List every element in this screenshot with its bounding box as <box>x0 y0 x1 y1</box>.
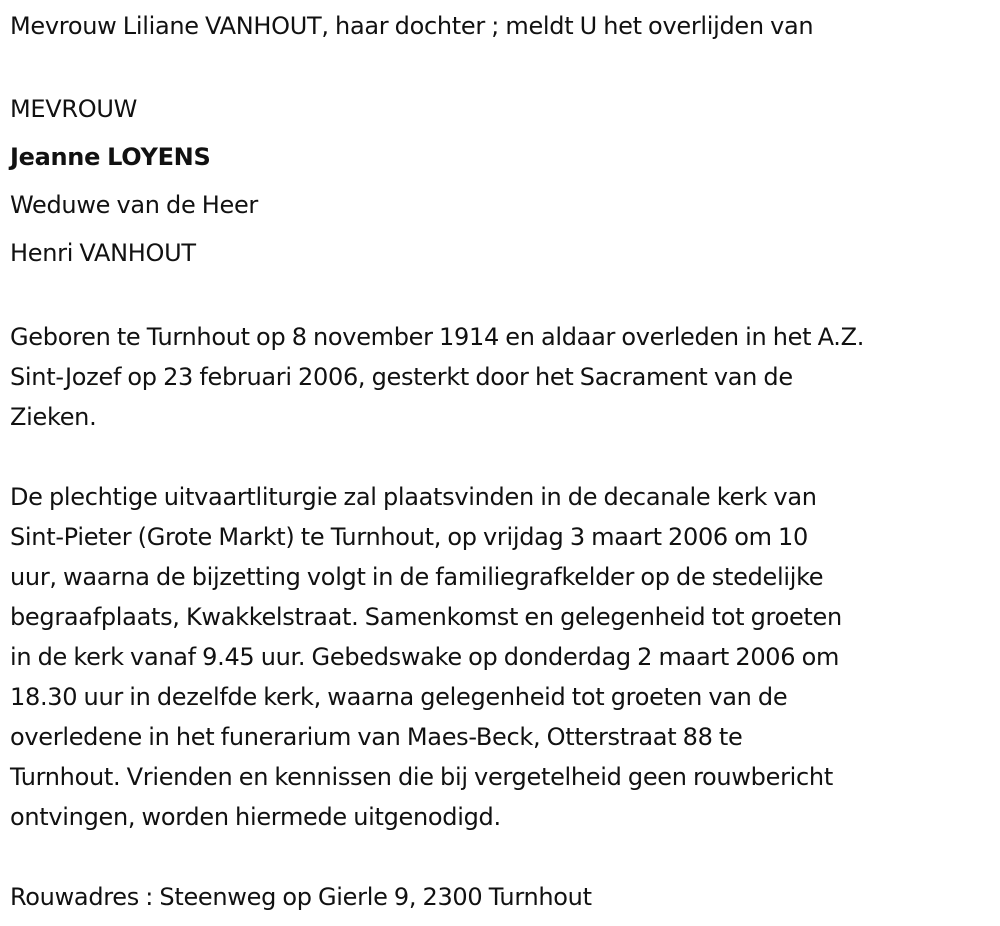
funeral-paragraph <box>10 477 995 837</box>
birth-line: Zieken. <box>10 403 97 431</box>
deceased-name: Jeanne LOYENS <box>10 143 211 171</box>
birth-paragraph <box>10 317 995 437</box>
birth-line: Geboren te Turnhout op 8 november 1914 en aldaar overleden in het A.Z. <box>10 323 865 351</box>
mourning-address: Rouwadres : Steenweg op Gierle 9, 2300 Turnhout <box>10 883 592 911</box>
husband-name: Henri VANHOUT <box>10 239 196 267</box>
funeral-line: begraafplaats, Kwakkelstraat. Samenkomst en gelegenheid tot groeten <box>10 603 842 631</box>
spacer <box>10 437 995 477</box>
intro-text: Mevrouw Liliane VANHOUT, haar dochter ; meldt U het overlijden van <box>10 12 814 40</box>
funeral-line: Turnhout. Vrienden en kennissen die bij vergetelheid geen rouwbericht <box>10 763 833 791</box>
funeral-line: overledene in het funerarium van Maes-Beck, Otterstraat 88 te <box>10 723 743 751</box>
birth-line: Sint-Jozef op 23 februari 2006, gesterkt door het Sacrament van de <box>10 363 793 391</box>
spacer <box>10 45 995 85</box>
funeral-line: De plechtige uitvaartliturgie zal plaatsvinden in de decanale kerk van <box>10 483 817 511</box>
funeral-line: Sint-Pieter (Grote Markt) te Turnhout, op vrijdag 3 maart 2006 om 10 <box>10 523 808 551</box>
funeral-line: 18.30 uur in dezelfde kerk, waarna gelegenheid tot groeten van de <box>10 683 788 711</box>
spacer <box>10 837 995 877</box>
title-prefix: MEVROUW <box>10 95 138 123</box>
funeral-line: in de kerk vanaf 9.45 uur. Gebedswake op donderdag 2 maart 2006 om <box>10 643 840 671</box>
widow-of-text: Weduwe van de Heer <box>10 191 258 219</box>
funeral-line: ontvingen, worden hiermede uitgenodigd. <box>10 803 501 831</box>
spacer <box>10 277 995 317</box>
funeral-line: uur, waarna de bijzetting volgt in de familiegrafkelder op de stedelijke <box>10 563 824 591</box>
obituary-document <box>10 7 995 917</box>
